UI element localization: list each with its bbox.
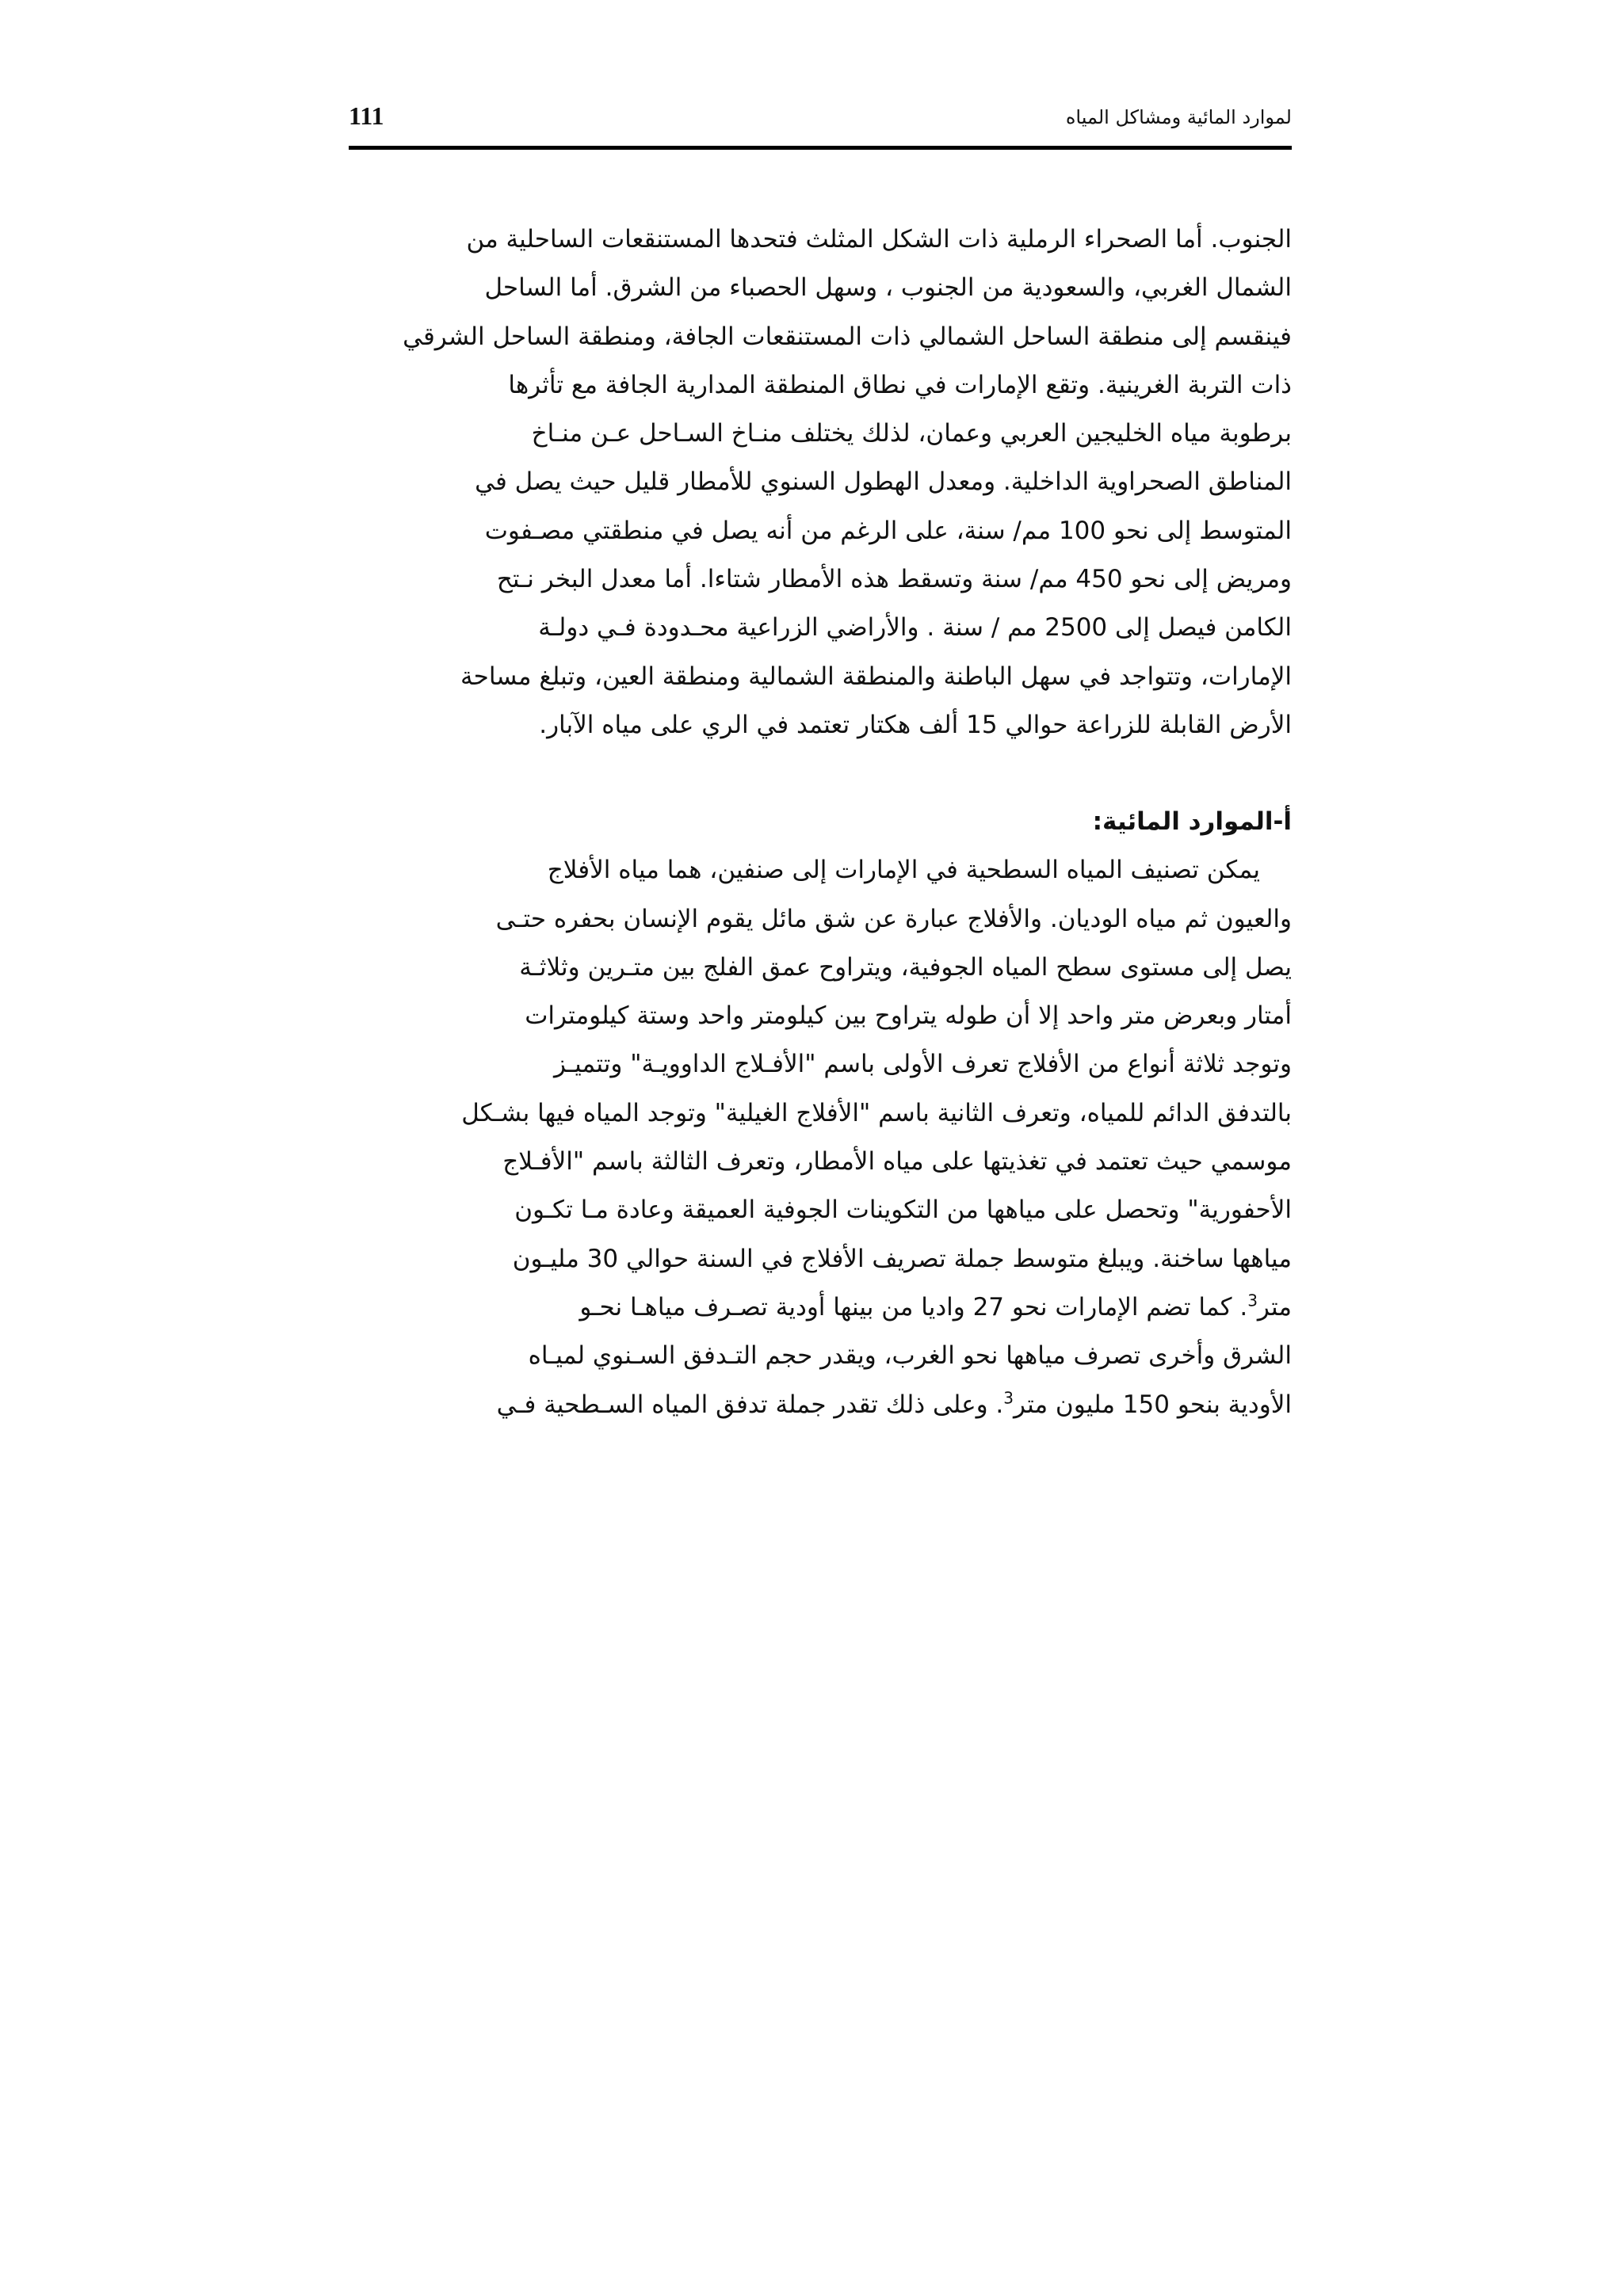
header-rule: [349, 146, 1292, 150]
text-line: الجنوب. أما الصحراء الرملية ذات الشكل المثلث فتحدها المستنقعات الساحلية من: [466, 225, 1292, 254]
text-line: ومريض إلى نحو 450 مم/ سنة وتسقط هذه الأمطار شتاءا. أما معدل البخر نـتح: [496, 565, 1292, 594]
text-line: الشمال الغربي، والسعودية من الجنوب ، وسهل الحصباء من الشرق. أما الساحل: [484, 273, 1292, 303]
text-line: مياهها ساخنة. ويبلغ متوسط جملة تصريف الأفلاج في السنة حوالي 30 مليـون: [512, 1244, 1292, 1273]
text-line: الأرض القابلة للزراعة حوالي 15 ألف هكتار تعتمد في الري على مياه الآبار.: [539, 710, 1292, 739]
section-heading-water-resources: أ-الموارد المائية:: [1092, 807, 1292, 837]
text-line: والعيون ثم مياه الوديان. والأفلاج عبارة عن شق مائل يقوم الإنسان بحفره حتـى: [495, 904, 1292, 933]
page-header: [349, 101, 1292, 146]
text-fragment: متر: [1257, 1292, 1292, 1322]
text-line: ذات التربة الغرينية. وتقع الإمارات في نطاق المنطقة المدارية الجافة مع تأثرها: [508, 370, 1292, 399]
text-line: فينقسم إلى منطقة الساحل الشمالي ذات المستنقعات الجافة، ومنطقة الساحل الشرقي: [403, 322, 1292, 351]
paragraph-2: [349, 846, 1292, 1429]
superscript: 3: [1003, 1388, 1014, 1408]
text-line: الأحفورية" وتحصل على مياهها من التكوينات الجوفية العميقة وعادة مـا تكـون: [514, 1196, 1292, 1225]
text-fragment: الأودية بنحو 150 مليون متر: [1014, 1390, 1292, 1419]
body-text: [349, 215, 1292, 1429]
text-fragment: وعلى ذلك تقدر جملة تدفق المياه السـطحية فـي: [496, 1390, 988, 1419]
text-line: يصل إلى مستوى سطح المياه الجوفية، ويتراوح عمق الفلج بين متـرين وثلاثـة: [519, 952, 1292, 982]
text-line: أمتار وبعرض متر واحد إلا أن طوله يتراوح بين كيلومتر واحد وستة كيلومترات: [525, 1001, 1292, 1031]
text-line: الإمارات، وتتواجد في سهل الباطنة والمنطقة الشمالية ومنطقة العين، وتبلغ مساحة: [460, 662, 1292, 691]
text-line: المناطق الصحراوية الداخلية. ومعدل الهطول السنوي للأمطار قليل حيث يصل في: [475, 467, 1292, 497]
running-title: لموارد المائية ومشاكل المياه: [1065, 106, 1292, 128]
text-fragment: .: [987, 1390, 1004, 1419]
text-line: وتوجد ثلاثة أنواع من الأفلاج تعرف الأولى باسم "الأفـلاج الداوويـة" وتتميـز: [553, 1050, 1292, 1079]
text-line-with-superscript: [349, 1381, 1292, 1429]
text-line: موسمي حيث تعتمد في تغذيتها على مياه الأمطار، وتعرف الثالثة باسم "الأفـلاج: [502, 1147, 1292, 1177]
text-line: برطوبة مياه الخليجين العربي وعمان، لذلك يختلف منـاخ السـاحل عـن منـاخ: [531, 419, 1292, 448]
text-line-with-superscript: [349, 1283, 1292, 1332]
page-number: 111: [349, 101, 384, 130]
text-line: الكامن فيصل إلى 2500 مم / سنة . والأراضي الزراعية محـدودة فـي دولـة: [538, 613, 1292, 643]
text-fragment: . كما تضم الإمارات نحو 27 واديا من بينها أودية تصـرف مياهـا نحـو: [579, 1292, 1248, 1322]
text-line: يمكن تصنيف المياه السطحية في الإمارات إلى صنفين، هما مياه الأفلاج: [547, 856, 1260, 885]
text-line: الشرق وأخرى تصرف مياهها نحو الغرب، ويقدر حجم التـدفق السـنوي لميـاه: [528, 1341, 1292, 1371]
superscript: 3: [1247, 1291, 1258, 1310]
text-line: المتوسط إلى نحو 100 مم/ سنة، على الرغم من أنه يصل في منطقتي مصـفوت: [484, 516, 1292, 545]
paragraph-1: [349, 215, 1292, 749]
text-line: بالتدفق الدائم للمياه، وتعرف الثانية باسم "الأفلاج الغيلية" وتوجد المياه فيها بشـكل: [461, 1098, 1292, 1127]
